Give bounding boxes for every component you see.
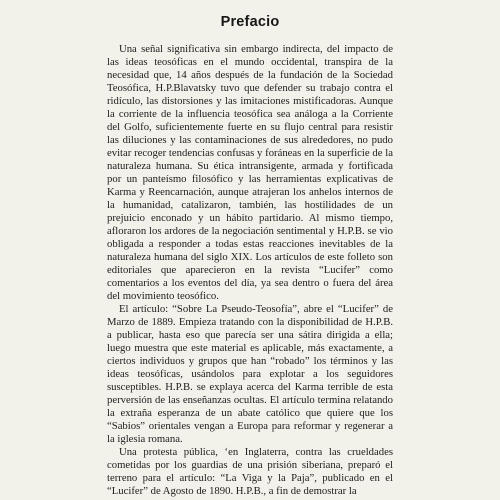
page-title: Prefacio [220,14,280,30]
document-text-block [107,14,393,498]
paragraph-1: Una señal significativa sin embargo indirecta, del impacto de las ideas teosóficas en el mundo occidental, transpira de la necesidad que, 14 años después de la fundación de la Sociedad Teosófica, H.P.Blavatsky tuvo que defender su trabajo contra el ridículo, las distorsiones y las imitaciones mistificadoras. Aunque la corriente de la influencia teosófica sea análoga a la Corriente del Golfo, suficientemente fuerte en su flujo central para resistir las diluciones y las contaminaciones de sus alrededores, no pudo evitar recoger tendencias confusas y foráneas en la superficie de la naturaleza humana. Su ética intransigente, armada y fortificada por un panteísmo filosófico y las herramientas explicativas de Karma y Reencarnación, aunque atrajeran los anhelos internos de la humanidad, catalizaron, también, las hostilidades de un prejuicio enconado y un hábito partidario. Al mismo tiempo, afloraron los ardores de la negociación sentimental y H.P.B. se vio obligada a responder a todas estas reacciones inevitables de la naturaleza humana del siglo XIX. Los artículos de este folleto son editoriales que aparecieron en la revista “Lucifer” como comentarios a los eventos del día, ya sea dentro o fuera del área del movimiento teosófico. [107,43,393,302]
paragraph-3: Una protesta pública, ‘en Inglaterra, contra las crueldades cometidas por los guardias de una prisión siberiana, preparó el terreno para el artículo: “La Viga y la Paja”, publicado en el “Lucifer” de Agosto de 1890. H.P.B., a fin de demostrar la [107,446,393,497]
paragraph-2: El artículo: “Sobre La Pseudo-Teosofía”, abre el “Lucifer” de Marzo de 1889. Empieza tratando con la disponibilidad de H.P.B. a publicar, hasta eso que parecía ser una sátira dirigida a ella; luego muestra que este material es aplicable, más exactamente, a ciertos individuos y grupos que han “robado” los términos y las ideas teosóficas, usándolos para explotar a los seguidores susceptibles. H.P.B. se explaya acerca del Karma terrible de esta perversión de las enseñanzas ocultas. El artículo termina relatando la extraña esperanza de un abate católico que quiere que los “Sabios” orientales vengan a Europa para reformar y regenerar a la iglesia romana. [107,303,393,445]
